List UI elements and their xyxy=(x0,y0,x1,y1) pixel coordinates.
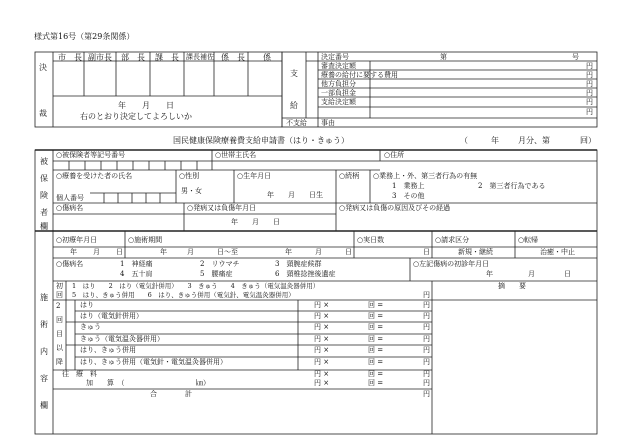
decision-date: 年 月 日 xyxy=(118,101,174,110)
first-visit-line: 5 はり、きゅう併用 6 はり、きゅう併用（電気針、電気温灸器併用） xyxy=(72,291,295,299)
first-visit-line: 1 はり 2 はり（電気針併用） 3 きゅう 4 きゅう（電気温灸器併用） xyxy=(72,282,320,290)
rate-total: 円 xyxy=(423,358,430,366)
sex-label: ○性別 xyxy=(179,172,200,180)
cause-option: 1 業務上 xyxy=(392,182,425,190)
period-times: 回） xyxy=(580,136,596,145)
decision-no-suffix: 号 xyxy=(572,53,579,61)
rate-yen: 円 × xyxy=(314,335,330,343)
later-visits-label: 降 xyxy=(56,358,63,366)
period-year: 年 xyxy=(491,136,499,145)
period-from-month: 月 xyxy=(187,248,194,256)
approver-mayor: 市 長 xyxy=(58,53,82,62)
birth-value: 年 月 日生 xyxy=(267,191,323,199)
treatment-side-label: 容 xyxy=(40,374,48,383)
decision-side-label: 決 xyxy=(39,63,47,72)
cause-option: 2 第三者行為である xyxy=(478,182,546,190)
approver-subsection-chief: 係 長 xyxy=(221,53,245,62)
page-title: 国民健康保険療養費支給申請書（はり・きゅう） xyxy=(173,136,349,145)
outcome-label: ○転帰 xyxy=(518,236,539,244)
first-consult-day: 日 xyxy=(564,270,571,278)
insured-side-label: 者 xyxy=(40,208,48,217)
yen-unit: 円 xyxy=(586,80,593,88)
rate-times: 回 = xyxy=(368,323,384,331)
treatment-side-label: 欄 xyxy=(40,401,48,410)
outcome-values: 治癒・中止 xyxy=(540,248,575,256)
rate-yen: 円 × xyxy=(314,370,330,378)
rate-yen: 円 × xyxy=(314,301,330,309)
period-label: ○施術期間 xyxy=(128,236,163,244)
period-month: 月分、第 xyxy=(518,136,550,145)
rate-yen: 円 × xyxy=(314,346,330,354)
later-visits-label: 以 xyxy=(56,344,63,352)
onset-label: ○発病又は負傷年月日 xyxy=(187,204,257,212)
decision-no-mid: 第 xyxy=(440,53,447,61)
relation-label: ○続柄 xyxy=(339,172,360,180)
patient-name-label: ○療養を受けた者の氏名 xyxy=(56,172,133,180)
rate-total: 円 xyxy=(423,335,430,343)
period-to-day: 日 xyxy=(345,248,352,256)
onset-cause-label: ○発病又は負傷の原因及びその経過 xyxy=(339,204,451,212)
approver-section-chief: 課 長 xyxy=(155,53,179,62)
first-consult-month: 月 xyxy=(528,270,535,278)
first-consult-label: ○左記傷病の初診年月日 xyxy=(413,260,490,268)
approver-deputy-mayor: 副市長 xyxy=(88,53,112,62)
disease-label: ○傷病名 xyxy=(56,260,84,268)
rate-times: 回 = xyxy=(368,301,384,309)
payment-row-label: 療養の給付に要する費用 xyxy=(321,71,398,79)
injury-name-label: ○傷病名 xyxy=(56,204,84,212)
disease-option: 1 神経痛 xyxy=(120,260,153,268)
rate-yen: 円 × xyxy=(314,379,330,387)
days-label: ○実日数 xyxy=(357,236,385,244)
payment-row-label: 一部負担金 xyxy=(321,89,356,97)
address-label: ○住所 xyxy=(384,151,405,159)
rate-yen: 円 × xyxy=(314,323,330,331)
later-item: はり（電気針併用） xyxy=(80,312,143,320)
approver-staff: 係 xyxy=(263,53,271,62)
period-to-month: 月 xyxy=(315,248,322,256)
first-visit-label: 初 xyxy=(56,282,63,290)
first-date-day: 日 xyxy=(116,248,123,256)
disease-option: 3 頸腕症候群 xyxy=(275,260,322,268)
decision-side-label-2: 裁 xyxy=(39,109,47,118)
treatment-side-label: 内 xyxy=(40,347,48,356)
rate-times: 回 = xyxy=(368,335,384,343)
non-payment-label: 不支給 xyxy=(286,119,307,127)
decision-no-label: 決定番号 xyxy=(321,53,349,61)
payment-side-label-2: 給 xyxy=(290,101,298,110)
summary-label: 摘 要 xyxy=(498,282,526,290)
period-from-year: 年 xyxy=(160,248,167,256)
rate-times: 回 = xyxy=(368,379,384,387)
travel-fee-label: 往 療 料 xyxy=(62,370,97,378)
insured-side-label: 被 xyxy=(40,157,48,166)
insured-side-label: 欄 xyxy=(40,222,48,231)
period-to-year: 年 xyxy=(285,248,292,256)
later-visits-label: 2 xyxy=(56,302,61,310)
insured-number-label: ○被保険者等記号番号 xyxy=(56,151,126,159)
rate-total: 円 xyxy=(423,312,430,320)
rate-yen: 円 × xyxy=(314,358,330,366)
cause-label: ○業務上・外、第三者行為の有無 xyxy=(373,172,478,180)
total-label: 合 計 xyxy=(150,390,192,398)
later-item: きゅう xyxy=(80,323,101,331)
total-yen: 円 xyxy=(423,390,430,398)
first-date-label: ○初療年月日 xyxy=(56,236,98,244)
later-item: はり、きゅう併用（電気針・電気温灸器併用） xyxy=(80,358,227,366)
rate-times: 回 = xyxy=(368,346,384,354)
disease-option: 4 五十肩 xyxy=(120,270,153,278)
claim-type-values: 新規・継続 xyxy=(458,248,493,256)
reason-label: 事由 xyxy=(321,119,335,127)
yen-unit: 円 xyxy=(586,98,593,106)
personal-number-label: 個人番号 xyxy=(56,194,84,202)
yen-unit: 円 xyxy=(586,62,593,70)
rate-times: 回 = xyxy=(368,358,384,366)
first-visit-label: 回 xyxy=(56,291,63,299)
cause-option: 3 その他 xyxy=(392,192,425,200)
payment-row-label: 審査決定額 xyxy=(321,62,356,70)
insured-side-label: 険 xyxy=(40,191,48,200)
rate-yen: 円 × xyxy=(314,312,330,320)
form-number: 様式第16号（第29条関係） xyxy=(34,32,135,41)
rate-total: 円 xyxy=(423,379,430,387)
yen-unit: 円 xyxy=(586,108,593,116)
approver-director: 部 長 xyxy=(121,53,145,62)
rate-times: 回 = xyxy=(368,370,384,378)
later-visits-label: 目 xyxy=(56,330,63,338)
householder-label: ○世帯主氏名 xyxy=(215,151,257,159)
onset-value: 年 月 日 xyxy=(231,218,280,226)
days-unit: 日 xyxy=(423,248,430,256)
travel-km-unit: ㎞） xyxy=(196,379,210,387)
rate-total: 円 xyxy=(423,323,430,331)
rate-times: 回 = xyxy=(368,312,384,320)
disease-option: 6 頸椎捻挫後遺症 xyxy=(275,270,336,278)
yen-unit: 円 xyxy=(423,291,430,299)
later-item: はり、きゅう併用 xyxy=(80,346,136,354)
rate-total: 円 xyxy=(423,346,430,354)
payment-row-label: 支給決定額 xyxy=(321,98,356,106)
claim-type-label: ○請求区分 xyxy=(435,236,470,244)
disease-option: 5 腰痛症 xyxy=(200,270,233,278)
approver-assistant-chief: 課長補佐 xyxy=(186,53,214,61)
insured-side-label: 保 xyxy=(40,174,48,183)
first-date-month: 月 xyxy=(93,248,100,256)
treatment-side-label: 術 xyxy=(40,320,48,329)
period-open: （ xyxy=(460,136,468,145)
later-item: きゅう（電気温灸器併用） xyxy=(80,335,164,343)
travel-add-label: 加 算 （ xyxy=(86,379,125,387)
treatment-side-label: 施 xyxy=(40,293,48,302)
later-visits-label: 回 xyxy=(56,316,63,324)
sex-value: 男・女 xyxy=(181,187,202,195)
payment-row-label: 他方負担分 xyxy=(321,80,356,88)
rate-total: 円 xyxy=(423,370,430,378)
decision-note: 右のとおり決定してよろしいか xyxy=(80,112,192,121)
period-from-day: 日～至 xyxy=(217,248,238,256)
yen-unit: 円 xyxy=(586,89,593,97)
payment-side-label: 支 xyxy=(290,69,298,78)
first-date-year: 年 xyxy=(70,248,77,256)
birth-label: ○生年月日 xyxy=(237,172,272,180)
later-item: はり xyxy=(80,301,94,309)
first-consult-year: 年 xyxy=(486,270,493,278)
yen-unit: 円 xyxy=(586,71,593,79)
disease-option: 2 リウマチ xyxy=(200,260,240,268)
rate-total: 円 xyxy=(423,301,430,309)
